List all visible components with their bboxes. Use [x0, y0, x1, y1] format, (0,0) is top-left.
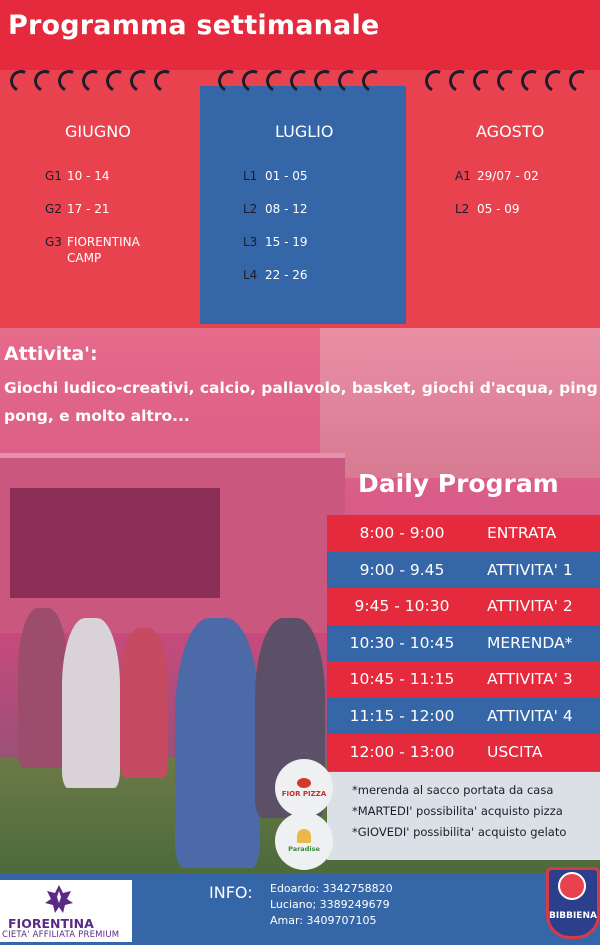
- schedule-time: 9:00 - 9.45: [359, 560, 445, 579]
- pizza-logo-icon: [297, 778, 311, 788]
- week-range: 08 - 12: [265, 202, 308, 216]
- schedule-time: 9:45 - 10:30: [354, 597, 450, 616]
- activities-title: Attivita':: [4, 343, 98, 365]
- schedule-time: 11:15 - 12:00: [349, 706, 455, 725]
- week-g1: [45, 168, 110, 184]
- palm-logo-icon: [297, 829, 311, 843]
- photo-child: [62, 618, 120, 788]
- schedule-activity: ATTIVITA' 3: [487, 670, 573, 689]
- note-merenda: *merenda al sacco portata da casa: [352, 783, 554, 797]
- info-label: INFO:: [209, 883, 253, 902]
- week-range: 01 - 05: [265, 169, 308, 183]
- schedule-activity: ATTIVITA' 1: [487, 560, 573, 579]
- week-code: L3: [243, 235, 258, 249]
- note-pizza: *MARTEDI' possibilita' acquisto pizza: [352, 804, 563, 818]
- week-range: 17 - 21: [67, 202, 110, 216]
- schedule-activity: ATTIVITA' 2: [487, 597, 573, 616]
- photo-child: [175, 618, 260, 868]
- photo-truck-window: [10, 488, 220, 598]
- schedule-time: 10:45 - 11:15: [349, 670, 455, 689]
- schedule-row: [327, 588, 600, 625]
- schedule-row: [327, 625, 600, 662]
- week-code: L4: [243, 268, 258, 282]
- month-agosto: AGOSTO: [476, 122, 545, 141]
- bibbiena-club-name: BIBBIENA: [549, 911, 597, 921]
- week-code: A1: [455, 169, 471, 183]
- week-range: 05 - 09: [477, 202, 520, 216]
- schedule-activity: USCITA: [487, 743, 543, 762]
- header-bar: [0, 0, 600, 70]
- week-code: G2: [45, 202, 62, 216]
- contact-edoardo: Edoardo: 3342758820: [270, 882, 393, 895]
- schedule-time: 12:00 - 13:00: [349, 743, 455, 762]
- gelato-sponsor-label: Paradise: [288, 845, 320, 853]
- calendar-rings-agosto: [425, 70, 593, 100]
- week-range: 22 - 26: [265, 268, 308, 282]
- calendar-rings-giugno: [10, 70, 178, 100]
- week-code: L1: [243, 169, 258, 183]
- schedule-time: 10:30 - 10:45: [349, 633, 455, 652]
- daily-program-title: Daily Program: [358, 469, 559, 498]
- week-g3: [45, 234, 140, 266]
- fiorentina-name: FIORENTINA: [8, 916, 94, 931]
- contact-amar: Amar: 3409707105: [270, 914, 377, 927]
- fiorentina-subtitle: CIETA' AFFILIATA PREMIUM: [2, 930, 120, 940]
- schedule-row: [327, 734, 600, 771]
- month-giugno: GIUGNO: [65, 122, 131, 141]
- pizza-sponsor-badge: [275, 759, 333, 817]
- schedule-activity: MERENDA*: [487, 633, 573, 652]
- week-code: L2: [455, 202, 470, 216]
- photo-child: [120, 628, 168, 778]
- week-a2: [455, 201, 520, 217]
- schedule-row: [327, 515, 600, 552]
- photo-child: [18, 608, 68, 768]
- fiorentina-lily-icon: [42, 883, 76, 917]
- schedule-time: 8:00 - 9:00: [359, 524, 445, 543]
- week-code: G3: [45, 235, 62, 249]
- week-a1: [455, 168, 539, 184]
- gelato-sponsor-badge: [275, 812, 333, 870]
- week-code: G1: [45, 169, 62, 183]
- daily-schedule: [327, 515, 600, 771]
- week-range: 15 - 19: [265, 235, 308, 249]
- activities-text: Giochi ludico-creativi, calcio, pallavolo, basket, giochi d'acqua, ping pong, e molto altro...: [4, 379, 598, 425]
- note-gelato: *GIOVEDI' possibilita' acquisto gelato: [352, 825, 567, 839]
- months-section: [0, 70, 600, 328]
- schedule-activity: ATTIVITA' 4: [487, 706, 573, 725]
- pizza-sponsor-label: FIOR PIZZA: [281, 790, 327, 798]
- week-g2: [45, 201, 110, 217]
- month-luglio: LUGLIO: [275, 122, 334, 141]
- schedule-row: [327, 698, 600, 735]
- week-range: FIORENTINA CAMP: [67, 235, 140, 265]
- week-l3: [243, 234, 308, 250]
- page-title: Programma settimanale: [8, 10, 380, 41]
- week-l1: [243, 168, 308, 184]
- week-range: 10 - 14: [67, 169, 110, 183]
- week-range: 29/07 - 02: [477, 169, 539, 183]
- schedule-row: [327, 552, 600, 589]
- calendar-rings-luglio: [218, 70, 386, 100]
- week-l2: [243, 201, 308, 217]
- schedule-notes: [340, 772, 600, 860]
- contact-list: [270, 881, 393, 929]
- schedule-row: [327, 661, 600, 698]
- schedule-activity: ENTRATA: [487, 524, 557, 543]
- contact-luciano: Luciano; 3389249679: [270, 898, 390, 911]
- week-code: L2: [243, 202, 258, 216]
- week-l4: [243, 267, 308, 283]
- football-icon: [558, 872, 586, 900]
